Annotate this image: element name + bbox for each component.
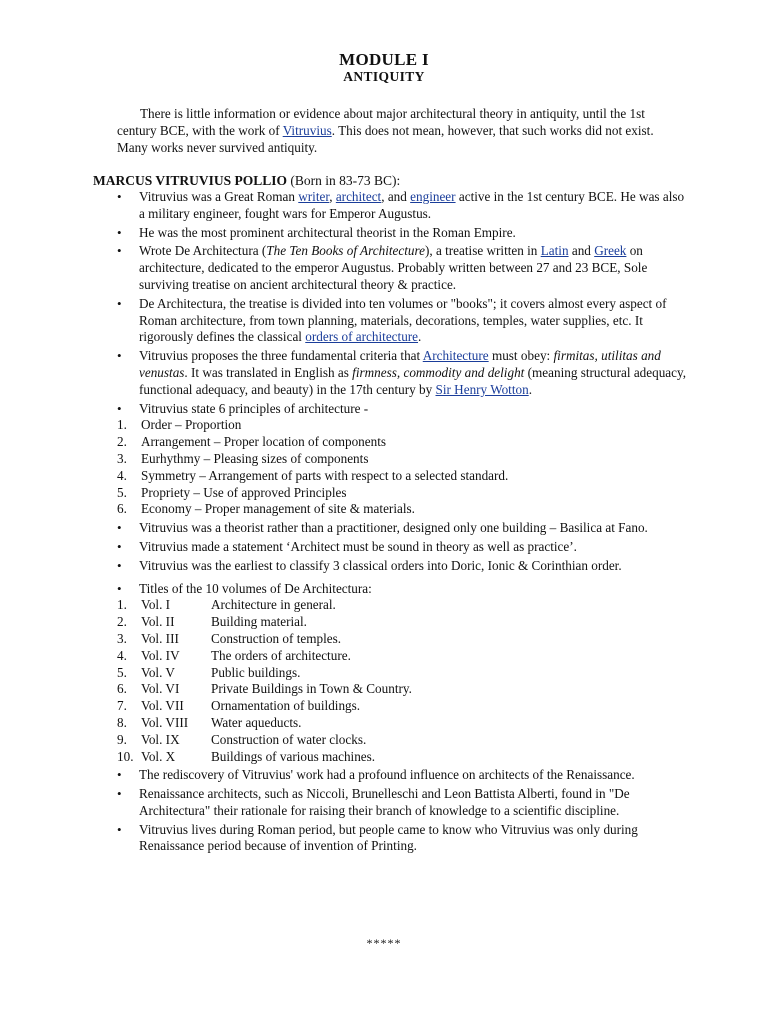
henry-wotton-link[interactable]: Sir Henry Wotton <box>435 381 529 397</box>
list-item: • Vitruvius proposes the three fundamental criteria that Architecture must obey: firmitas, utilitas and venustas. It was translated in English as firmness, commodity and delight (meaning structural adequacy, functional adequacy, and beauty) in the 17th century by Sir Henry Wotton. <box>117 348 687 398</box>
list-item: • Vitruvius was a Great Roman writer, architect, and engineer active in the 1st century BCE. He was also a military engineer, fought wars for Emperor Augustus. <box>117 189 687 223</box>
intro-text: There is little information or evidence about major architectural theory in antiquity, until the 1st century BCE, with the work of <box>117 106 645 138</box>
list-item: • Renaissance architects, such as Niccoli, Brunelleschi and Leon Battista Alberti, found in "De Architectura" their rationale for raising their branch of knowledge to a scientific discipline. <box>117 786 687 820</box>
page-title: MODULE I <box>339 50 429 69</box>
principles-list <box>117 417 687 518</box>
architect-link[interactable]: architect <box>335 189 382 204</box>
volume-item: 4. Vol. IV The orders of architecture. <box>117 647 351 663</box>
volume-item: 10. Vol. X Buildings of various machines. <box>117 748 376 764</box>
bullet-content <box>117 189 687 855</box>
greek-link[interactable]: Greek <box>594 243 627 259</box>
list-item: • Titles of the 10 volumes of De Architectura: 1. Vol. I Architecture in general. 2. Vol. II Building material. 3. Vol. III Construction of temples. 4. Vol. IV The orders of architecture. 5. Vol. V Public buildings. 6. Vol. VI Private Buildings in Town & Country. 7. Vol. VII Ornamentation of buildings. 8. Vol. VIII Water aqueducts. 9. Vol. IX Construction of water clocks. 10. Vol. X Buildings of various machines. <box>117 581 687 766</box>
heading-name: MARCUS VITRUVIUS POLLIO <box>93 173 288 188</box>
writer-link[interactable]: writer <box>298 189 330 204</box>
volume-item: 3. Vol. III Construction of temples. <box>117 630 342 646</box>
volume-item: 1. Vol. I Architecture in general. <box>117 597 336 613</box>
principle-item: 6. Economy – Proper management of site & materials. <box>117 501 415 517</box>
engineer-link[interactable]: engineer <box>410 189 456 204</box>
principle-item: 2. Arrangement – Proper location of components <box>117 434 386 450</box>
latin-link[interactable]: Latin <box>540 243 569 259</box>
heading-born: (Born in 83-73 BC): <box>287 173 401 188</box>
volume-item: 6. Vol. VI Private Buildings in Town & Country. <box>117 681 412 697</box>
volume-item: 9. Vol. IX Construction of water clocks. <box>117 731 367 747</box>
principle-item: 3. Eurhythmy – Pleasing sizes of components <box>117 450 369 466</box>
list-item: • Vitruvius made a statement ‘Architect must be sound in theory as well as practice’. <box>117 539 687 556</box>
volume-item: 7. Vol. VII Ornamentation of buildings. <box>117 698 361 714</box>
list-item: • Vitruvius was a theorist rather than a practitioner, designed only one building – Basilica at Fano. <box>117 520 687 537</box>
list-item: • De Architectura, the treatise is divided into ten volumes or "books"; it covers almost every aspect of Roman architecture, from town planning, materials, decorations, temples, water supplies, etc. It rigorously defines the classical orders of architecture. <box>117 296 687 346</box>
list-item: • Vitruvius state 6 principles of architecture - 1. Order – Proportion 2. Arrangement – Proper location of components 3. Eurhythmy – Pleasing sizes of components 4. Symmetry – Arrangement of parts with respect to a selected standard. 5. Propriety – Use of approved Principles 6. Economy – Proper management of site & materials. <box>117 401 687 519</box>
list-item: • Vitruvius was the earliest to classify 3 classical orders into Doric, Ionic & Corinthian order. <box>117 558 687 575</box>
architecture-link[interactable]: Architecture <box>422 348 489 364</box>
list-item: • Vitruvius lives during Roman period, but people came to know who Vitruvius was only during Renaissance period because of invention of Printing. <box>117 822 687 856</box>
intro-text-2: . This does not mean, however, that such works did not exist. Many works never survived antiquity. <box>117 122 654 155</box>
intro-paragraph <box>117 106 687 156</box>
volume-item: 8. Vol. VIII Water aqueducts. <box>117 714 302 730</box>
bullet-list <box>117 189 687 855</box>
volume-item: 5. Vol. V Public buildings. <box>117 664 301 680</box>
volume-item: 2. Vol. II Building material. <box>117 614 307 630</box>
vitruvius-link[interactable]: Vitruvius <box>282 122 332 138</box>
volumes-list <box>117 597 687 765</box>
principle-item: 1. Order – Proportion <box>117 417 242 433</box>
end-mark: ***** <box>366 936 402 950</box>
principle-item: 5. Propriety – Use of approved Principles <box>117 484 347 500</box>
section-heading <box>93 173 400 190</box>
page-subtitle: ANTIQUITY <box>343 69 425 84</box>
list-item: • He was the most prominent architectural theorist in the Roman Empire. <box>117 225 687 242</box>
orders-of-architecture-link[interactable]: orders of architecture <box>305 329 419 345</box>
list-item: • Wrote De Architectura (The Ten Books of Architecture), a treatise written in Latin and Greek on architecture, dedicated to the emperor Augustus. Probably written between 27 and 23 BCE, Sole surviving treatise on ancient architectural theory & practice. <box>117 243 687 293</box>
list-item: • The rediscovery of Vitruvius' work had a profound influence on architects of the Renaissance. <box>117 767 687 784</box>
principle-item: 4. Symmetry – Arrangement of parts with respect to a selected standard. <box>117 467 509 483</box>
